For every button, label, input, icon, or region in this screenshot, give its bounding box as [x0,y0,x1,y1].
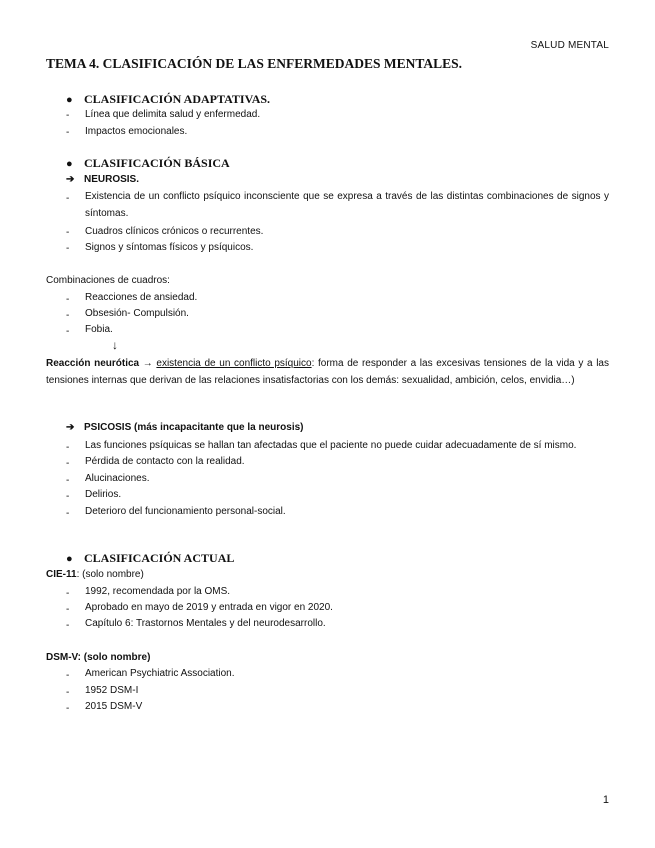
dash-marker: - [66,508,70,519]
dash-marker: - [66,588,70,599]
list-item: Signos y síntomas físicos y psíquicos. [85,242,254,253]
dash-marker: - [66,294,70,305]
dash-marker: - [66,127,70,138]
reaccion-text: : forma de responder a las excesivas tensiones de la vida y a las tensiones internas que derivan de las relaciones insatisfactorias con los demás: sexualidad, ambición, celos, envidia…) [46,358,609,386]
list-item: Cuadros clínicos crónicos o recurrentes. [85,226,264,237]
bullet-icon: ● [66,158,73,170]
dash-marker: - [66,475,70,486]
dsm-label: DSM-V: (solo nombre) [46,652,151,663]
bullet-icon: ● [66,553,73,565]
dash-marker: - [66,227,70,238]
list-item: Delirios. [85,489,122,500]
reaccion-label: Reacción neurótica [46,358,140,369]
subheading-neurosis: ➔ NEUROSIS. [66,174,140,185]
list-item: Obsesión- Compulsión. [85,308,189,319]
down-arrow-icon: ↓ [112,338,118,352]
list-item: Impactos emocionales. [85,126,188,137]
list-item: Deterioro del funcionamiento personal-social. [85,506,286,517]
cie-label: CIE-11: (solo nombre) [46,569,144,580]
list-item: American Psychiatric Association. [85,668,235,679]
list-item: 1952 DSM-I [85,685,139,696]
list-item: Aprobado en mayo de 2019 y entrada en vigor en 2020. [85,602,333,613]
list-item: Alucinaciones. [85,473,150,484]
dash-marker: - [66,326,70,337]
list-item: Capítulo 6: Trastornos Mentales y del neurodesarrollo. [85,618,326,629]
section-heading-adaptativas: ● CLASIFICACIÓN ADAPTATIVAS. [66,92,271,106]
reaccion-neurotica-paragraph [46,355,609,389]
dash-marker: - [66,442,70,453]
arrow-right-icon: ➔ [66,174,75,185]
dash-marker: - [66,193,70,204]
list-item: Pérdida de contacto con la realidad. [85,456,245,467]
list-item: Las funciones psíquicas se hallan tan afectadas que el paciente no puede cuidar adecuadamente de sí mismo. [85,440,577,451]
dash-marker: - [66,491,70,502]
section-heading-basica: ● CLASIFICACIÓN BÁSICA [66,156,230,170]
bullet-icon: ● [66,94,73,106]
running-header: SALUD MENTAL [530,40,609,51]
dash-marker: - [66,458,70,469]
list-item: 1992, recomendada por la OMS. [85,586,231,597]
subheading-psicosis: ➔ PSICOSIS (más incapacitante que la neurosis) [66,422,304,433]
dash-marker: - [66,687,70,698]
page-title: TEMA 4. CLASIFICACIÓN DE LAS ENFERMEDADES MENTALES. [46,56,463,71]
dash-marker: - [66,110,70,121]
combinaciones-label: Combinaciones de cuadros: [46,275,170,286]
list-item: Línea que delimita salud y enfermedad. [85,109,261,120]
list-item: 2015 DSM-V [85,701,143,712]
arrow-right-icon: ➔ [66,422,75,433]
list-item: Existencia de un conflicto psíquico inconsciente que se expresa a través de las distintas combinaciones de signos y síntomas. [85,191,609,219]
reaccion-underlined: existencia de un conflicto psíquico [156,358,312,369]
page-number: 1 [602,794,609,806]
list-item: Reacciones de ansiedad. [85,292,198,303]
section-heading-actual: ● CLASIFICACIÓN ACTUAL [66,551,235,565]
list-item: Fobia. [85,324,113,335]
dash-marker: - [66,670,70,681]
dash-marker: - [66,703,70,714]
dash-marker: - [66,620,70,631]
dash-marker: - [66,243,70,254]
dash-marker: - [66,310,70,321]
right-arrow-icon: → [142,358,153,369]
dash-marker: - [66,604,70,615]
